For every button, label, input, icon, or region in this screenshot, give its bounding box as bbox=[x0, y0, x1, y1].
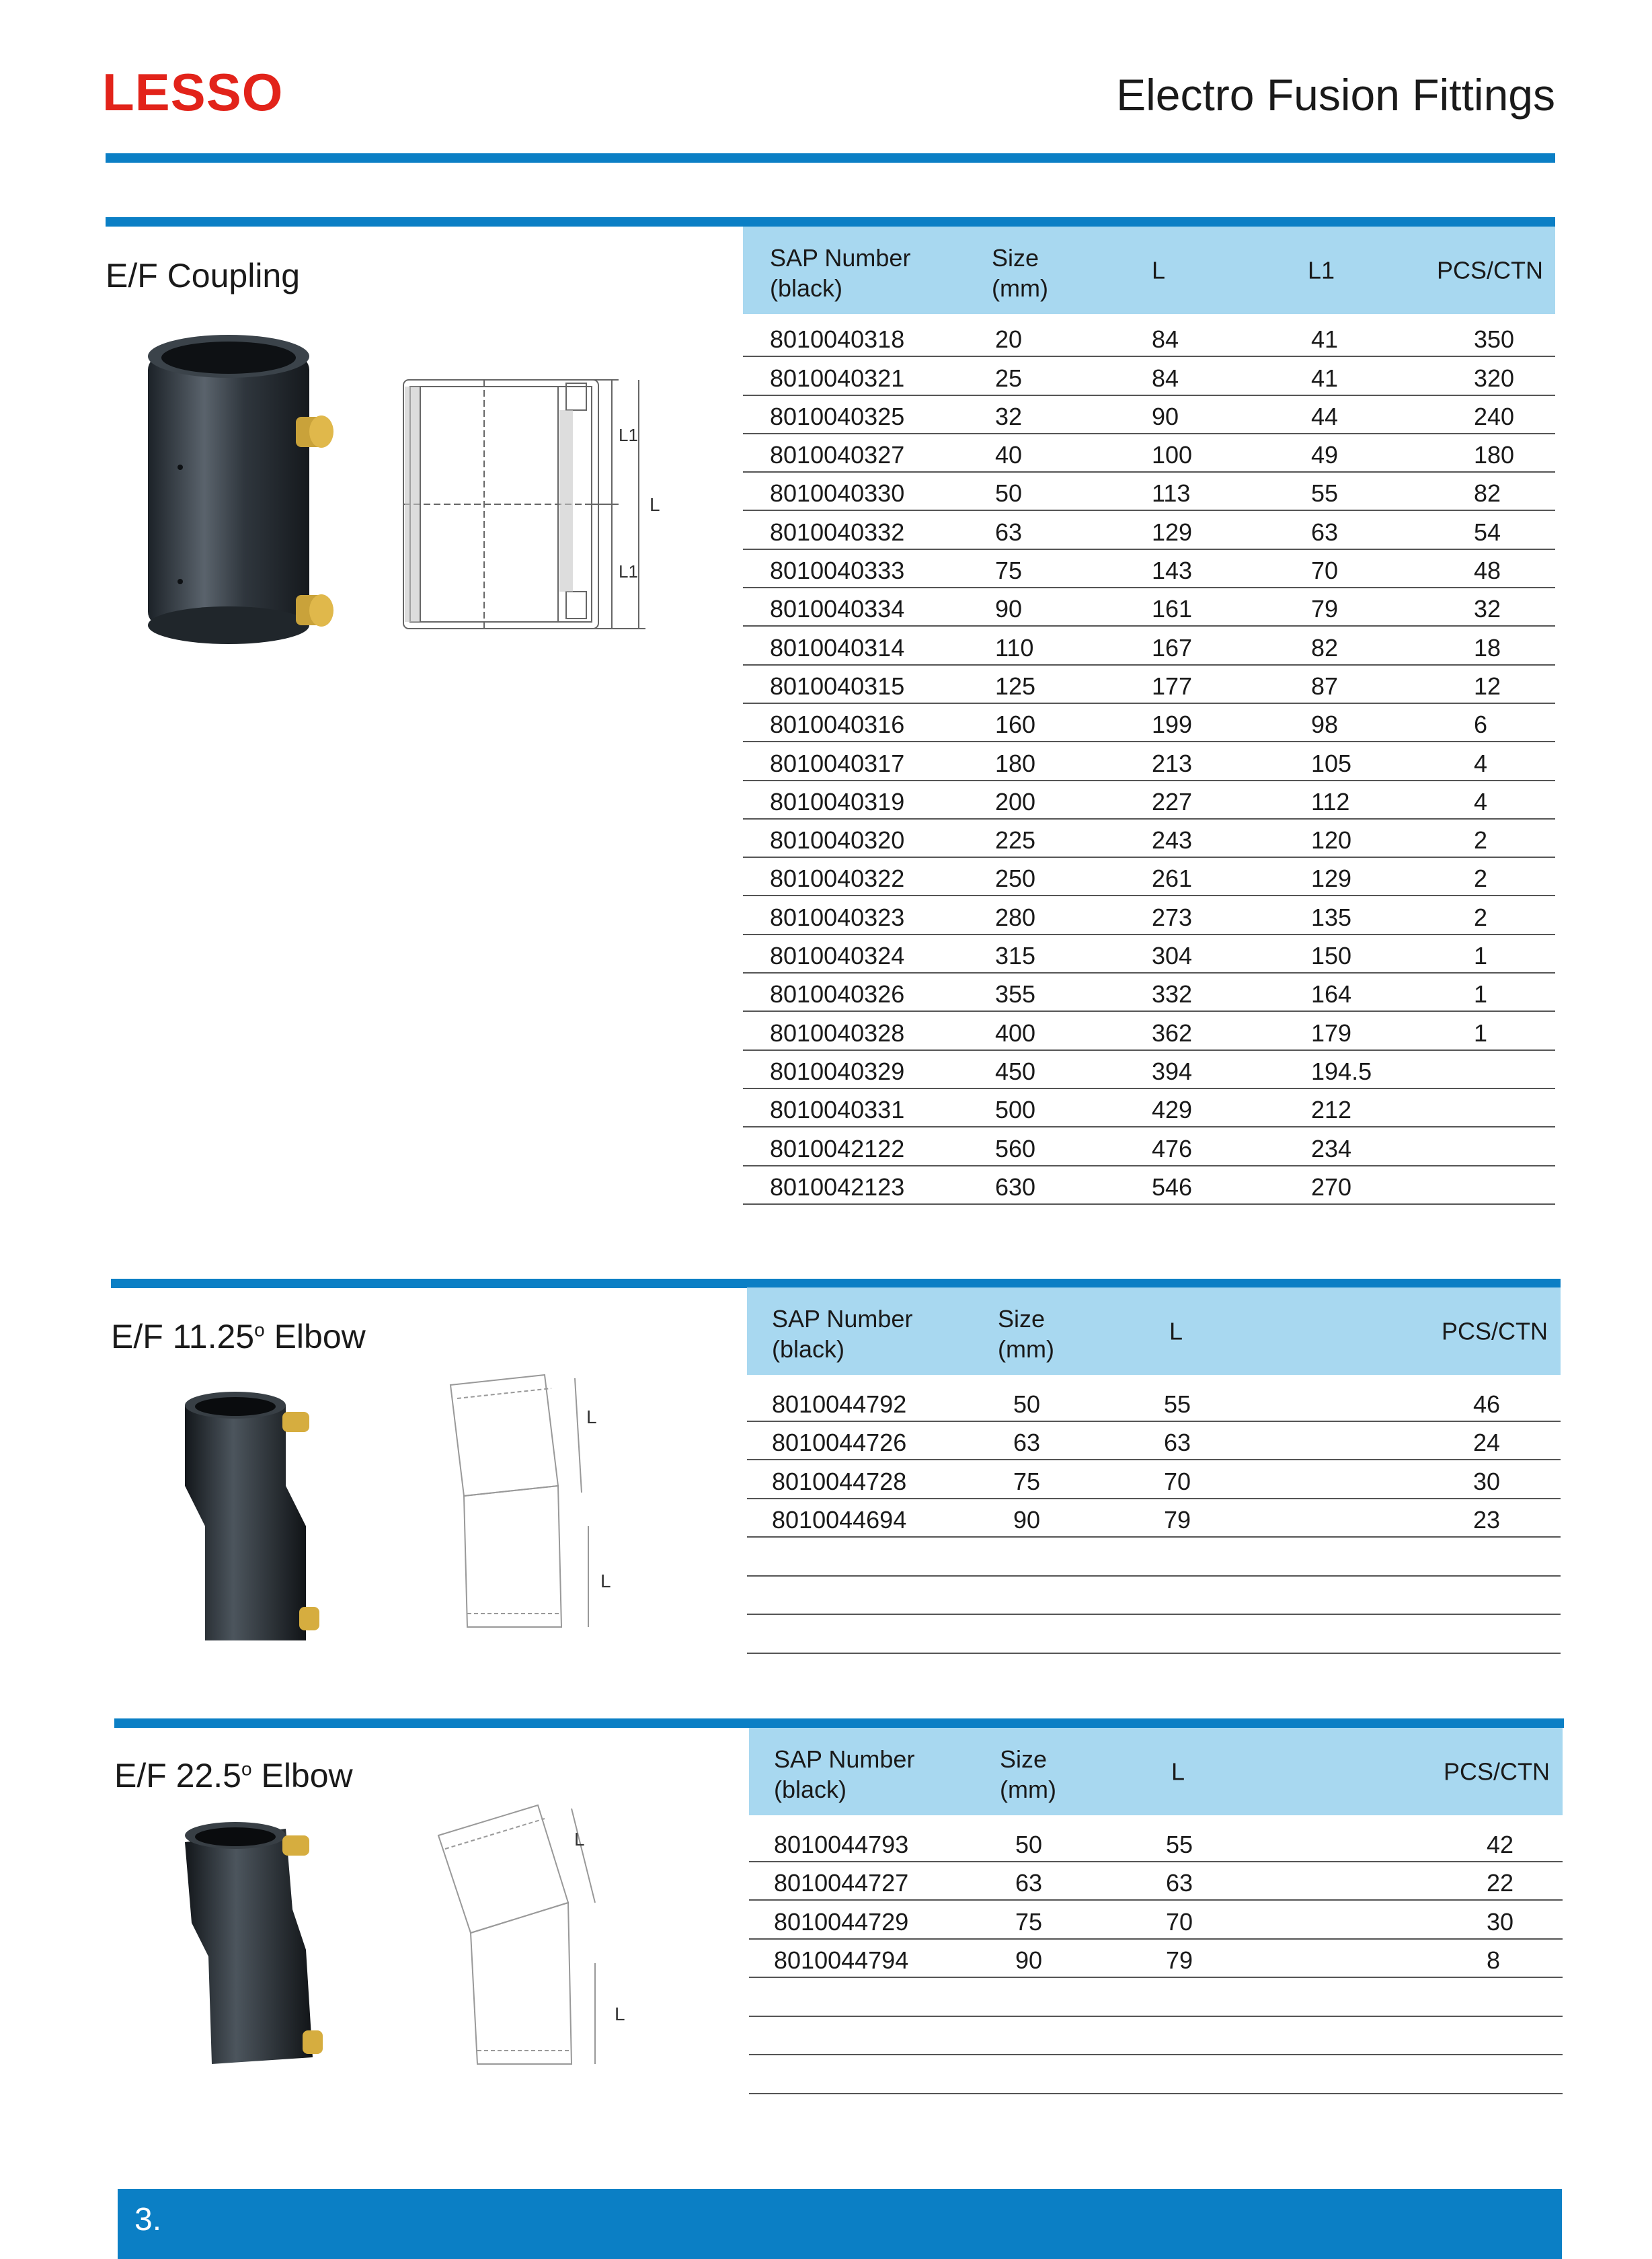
table-row bbox=[743, 317, 1555, 357]
drawing-label-l-top: L bbox=[586, 1406, 597, 1427]
cell-pcs: 22 bbox=[1487, 1869, 1514, 1897]
cell-l1: 49 bbox=[1311, 441, 1339, 469]
header-sap-label: SAP Number bbox=[770, 244, 911, 272]
empty-row bbox=[749, 2016, 1563, 2056]
cell-size: 160 bbox=[995, 711, 1036, 739]
empty-row bbox=[747, 1536, 1561, 1577]
cell-l: 84 bbox=[1152, 364, 1179, 392]
header-sap bbox=[774, 1744, 914, 1805]
cell-size: 500 bbox=[995, 1096, 1036, 1124]
cell-pcs: 30 bbox=[1473, 1467, 1501, 1495]
cell-sap: 8010040333 bbox=[770, 557, 905, 585]
cell-pcs: 320 bbox=[1474, 364, 1515, 392]
degree-mark: o bbox=[241, 1758, 252, 1780]
cell-sap: 8010040332 bbox=[770, 518, 905, 546]
cell-size: 355 bbox=[995, 980, 1036, 1008]
header-pcs: PCS/CTN bbox=[1442, 1317, 1548, 1345]
empty-row bbox=[747, 1575, 1561, 1616]
table-row bbox=[743, 471, 1555, 511]
cell-l: 332 bbox=[1152, 980, 1193, 1008]
table-row bbox=[747, 1498, 1561, 1538]
cell-size: 75 bbox=[1015, 1907, 1043, 1936]
cell-l: 394 bbox=[1152, 1057, 1193, 1085]
cell-size: 75 bbox=[995, 557, 1023, 585]
cell-pcs: 23 bbox=[1473, 1506, 1501, 1534]
header-sap bbox=[770, 243, 910, 303]
header-sap-label: SAP Number bbox=[774, 1745, 915, 1773]
cell-size: 50 bbox=[1013, 1390, 1041, 1418]
cell-sap: 8010040330 bbox=[770, 479, 905, 508]
table-row bbox=[743, 510, 1555, 550]
cell-pcs: 8 bbox=[1487, 1946, 1501, 1974]
empty-row bbox=[747, 1614, 1561, 1654]
cell-l: 84 bbox=[1152, 325, 1179, 354]
cell-pcs: 1 bbox=[1474, 980, 1488, 1008]
cell-pcs: 350 bbox=[1474, 325, 1515, 354]
header-size-sub: (mm) bbox=[1000, 1776, 1056, 1803]
section-bar-elbow-11 bbox=[111, 1279, 1561, 1288]
cell-sap: 8010040334 bbox=[770, 595, 905, 623]
table-row bbox=[749, 1899, 1563, 1940]
cell-l: 90 bbox=[1152, 402, 1179, 430]
cell-l1: 41 bbox=[1311, 364, 1339, 392]
cell-l: 199 bbox=[1152, 711, 1193, 739]
header-sap-sub: (black) bbox=[770, 274, 843, 302]
cell-l: 79 bbox=[1164, 1506, 1191, 1534]
section-bar-coupling bbox=[106, 217, 1555, 227]
cell-l1: 70 bbox=[1311, 557, 1339, 585]
cell-l: 261 bbox=[1152, 865, 1193, 893]
cell-l: 63 bbox=[1166, 1869, 1193, 1897]
table-row bbox=[749, 1822, 1563, 1862]
section-title-elbow-22-suffix: Elbow bbox=[251, 1757, 353, 1794]
cell-l: 55 bbox=[1166, 1830, 1193, 1858]
cell-pcs: 18 bbox=[1474, 633, 1501, 662]
table-row bbox=[743, 1010, 1555, 1050]
cell-sap: 8010044728 bbox=[772, 1467, 907, 1495]
cell-l1: 179 bbox=[1311, 1019, 1352, 1047]
cell-pcs: 1 bbox=[1474, 1019, 1488, 1047]
cell-l: 70 bbox=[1164, 1467, 1191, 1495]
header-size bbox=[992, 243, 1048, 303]
table-row bbox=[743, 703, 1555, 742]
cell-l: 243 bbox=[1152, 826, 1193, 855]
cell-l: 70 bbox=[1166, 1907, 1193, 1936]
cell-pcs: 82 bbox=[1474, 479, 1501, 508]
brand-logo: LESSO bbox=[102, 63, 284, 122]
cell-pcs: 32 bbox=[1474, 595, 1501, 623]
coupling-photo bbox=[141, 329, 343, 652]
degree-mark: o bbox=[254, 1319, 265, 1341]
cell-l1: 194.5 bbox=[1311, 1057, 1372, 1085]
cell-sap: 8010042123 bbox=[770, 1173, 905, 1201]
cell-size: 200 bbox=[995, 787, 1036, 816]
cell-sap: 8010040326 bbox=[770, 980, 905, 1008]
cell-l: 429 bbox=[1152, 1096, 1193, 1124]
cell-size: 225 bbox=[995, 826, 1036, 855]
table-row bbox=[743, 818, 1555, 858]
cell-l1: 79 bbox=[1311, 595, 1339, 623]
header-sap-sub: (black) bbox=[774, 1776, 847, 1803]
section-title-elbow-11-suffix: Elbow bbox=[264, 1318, 366, 1355]
table-row bbox=[749, 1861, 1563, 1901]
table-header bbox=[749, 1728, 1563, 1815]
table-row bbox=[743, 1088, 1555, 1127]
cell-size: 400 bbox=[995, 1019, 1036, 1047]
drawing-label-l-bottom: L bbox=[600, 1571, 611, 1591]
cell-size: 630 bbox=[995, 1173, 1036, 1201]
drawing-label-l: L bbox=[650, 494, 660, 515]
cell-l1: 164 bbox=[1311, 980, 1352, 1008]
cell-pcs: 30 bbox=[1487, 1907, 1514, 1936]
cell-size: 20 bbox=[995, 325, 1023, 354]
table-row bbox=[743, 587, 1555, 627]
table-row bbox=[743, 549, 1555, 588]
cell-sap: 8010040314 bbox=[770, 633, 905, 662]
cell-l1: 44 bbox=[1311, 402, 1339, 430]
drawing-label-l-top: L bbox=[574, 1829, 585, 1850]
header-pcs: PCS/CTN bbox=[1444, 1757, 1550, 1786]
cell-l: 161 bbox=[1152, 595, 1193, 623]
cell-size: 90 bbox=[1015, 1946, 1043, 1974]
table-row bbox=[749, 1938, 1563, 1979]
cell-sap: 8010040315 bbox=[770, 672, 905, 700]
table-row bbox=[747, 1382, 1561, 1422]
table-row bbox=[743, 625, 1555, 665]
cell-size: 560 bbox=[995, 1134, 1036, 1162]
table-row bbox=[743, 664, 1555, 704]
cell-pcs: 4 bbox=[1474, 787, 1488, 816]
header-l1: L1 bbox=[1308, 256, 1335, 284]
coupling-technical-drawing bbox=[390, 373, 672, 635]
elbow-22-table bbox=[749, 1728, 1563, 1974]
cell-l1: 135 bbox=[1311, 903, 1352, 931]
cell-l: 63 bbox=[1164, 1429, 1191, 1456]
cell-l: 100 bbox=[1152, 441, 1193, 469]
page-number: 3. bbox=[134, 2202, 162, 2237]
cell-l: 362 bbox=[1152, 1019, 1193, 1047]
cell-sap: 8010040316 bbox=[770, 711, 905, 739]
footer-bar bbox=[118, 2189, 1562, 2259]
cell-sap: 8010044694 bbox=[772, 1506, 907, 1534]
elbow-11-table bbox=[747, 1287, 1561, 1534]
header-size-sub: (mm) bbox=[992, 274, 1048, 302]
header-l: L bbox=[1169, 1317, 1183, 1345]
cell-sap: 8010044792 bbox=[772, 1390, 907, 1418]
cell-size: 50 bbox=[1015, 1830, 1043, 1858]
cell-sap: 8010040319 bbox=[770, 787, 905, 816]
empty-row bbox=[749, 1977, 1563, 2017]
cell-size: 250 bbox=[995, 865, 1036, 893]
cell-sap: 8010044794 bbox=[774, 1946, 909, 1974]
cell-sap: 8010040317 bbox=[770, 749, 905, 777]
table-row bbox=[743, 934, 1555, 974]
cell-pcs: 2 bbox=[1474, 865, 1488, 893]
cell-l: 129 bbox=[1152, 518, 1193, 546]
header-sap-sub: (black) bbox=[772, 1335, 845, 1363]
cell-size: 75 bbox=[1013, 1467, 1041, 1495]
header-size-label: Size bbox=[992, 244, 1039, 272]
cell-pcs: 2 bbox=[1474, 826, 1488, 855]
cell-l1: 150 bbox=[1311, 942, 1352, 970]
cell-sap: 8010040328 bbox=[770, 1019, 905, 1047]
table-row bbox=[747, 1421, 1561, 1461]
cell-l: 143 bbox=[1152, 557, 1193, 585]
cell-size: 280 bbox=[995, 903, 1036, 931]
cell-size: 125 bbox=[995, 672, 1036, 700]
cell-pcs: 4 bbox=[1474, 749, 1488, 777]
header-size bbox=[1000, 1744, 1056, 1805]
cell-sap: 8010040331 bbox=[770, 1096, 905, 1124]
elbow-22-photo bbox=[175, 1815, 336, 2071]
drawing-label-l1-bottom: L1 bbox=[619, 561, 638, 582]
cell-pcs: 2 bbox=[1474, 903, 1488, 931]
elbow-11-photo bbox=[171, 1385, 333, 1654]
cell-l: 546 bbox=[1152, 1173, 1193, 1201]
table-row bbox=[743, 1049, 1555, 1089]
elbow-22-technical-drawing bbox=[437, 1802, 632, 2071]
cell-l: 227 bbox=[1152, 787, 1193, 816]
cell-sap: 8010040324 bbox=[770, 942, 905, 970]
cell-l1: 112 bbox=[1311, 787, 1350, 816]
table-row bbox=[743, 356, 1555, 395]
cell-size: 32 bbox=[995, 402, 1023, 430]
section-title-elbow-22 bbox=[114, 1759, 353, 1792]
cell-pcs: 54 bbox=[1474, 518, 1501, 546]
cell-pcs: 42 bbox=[1487, 1830, 1514, 1858]
cell-sap: 8010040322 bbox=[770, 865, 905, 893]
cell-sap: 8010040323 bbox=[770, 903, 905, 931]
cell-pcs: 240 bbox=[1474, 402, 1515, 430]
cell-l1: 120 bbox=[1311, 826, 1352, 855]
section-title-elbow-11 bbox=[111, 1320, 366, 1353]
cell-l1: 270 bbox=[1311, 1173, 1352, 1201]
header-size-label: Size bbox=[998, 1305, 1046, 1333]
cell-size: 40 bbox=[995, 441, 1023, 469]
cell-sap: 8010040325 bbox=[770, 402, 905, 430]
cell-pcs: 24 bbox=[1473, 1429, 1501, 1456]
table-row bbox=[743, 857, 1555, 896]
cell-size: 50 bbox=[995, 479, 1023, 508]
header-size bbox=[998, 1304, 1054, 1364]
cell-pcs: 48 bbox=[1474, 557, 1501, 585]
cell-sap: 8010044727 bbox=[774, 1869, 909, 1897]
cell-l: 79 bbox=[1166, 1946, 1193, 1974]
cell-size: 90 bbox=[1013, 1506, 1041, 1534]
cell-size: 450 bbox=[995, 1057, 1036, 1085]
cell-sap: 8010042122 bbox=[770, 1134, 905, 1162]
cell-l1: 41 bbox=[1311, 325, 1339, 354]
cell-l1: 129 bbox=[1311, 865, 1352, 893]
cell-pcs: 180 bbox=[1474, 441, 1515, 469]
header-pcs: PCS/CTN bbox=[1437, 256, 1544, 284]
drawing-label-l-bottom: L bbox=[615, 2004, 625, 2024]
cell-l: 177 bbox=[1152, 672, 1193, 700]
section-bar-elbow-22 bbox=[114, 1718, 1564, 1728]
cell-sap: 8010040321 bbox=[770, 364, 905, 392]
cell-l1: 55 bbox=[1311, 479, 1339, 508]
cell-size: 110 bbox=[995, 633, 1034, 662]
cell-sap: 8010040318 bbox=[770, 325, 905, 354]
table-header bbox=[747, 1287, 1561, 1375]
cell-l: 304 bbox=[1152, 942, 1193, 970]
cell-l: 476 bbox=[1152, 1134, 1193, 1162]
cell-l1: 82 bbox=[1311, 633, 1339, 662]
header-sap bbox=[772, 1304, 912, 1364]
table-row bbox=[747, 1459, 1561, 1499]
table-row bbox=[743, 1126, 1555, 1166]
section-title-coupling: E/F Coupling bbox=[106, 257, 301, 294]
cell-size: 63 bbox=[995, 518, 1023, 546]
table-row bbox=[743, 433, 1555, 473]
cell-l: 113 bbox=[1152, 479, 1191, 508]
table-row bbox=[743, 395, 1555, 434]
cell-pcs: 46 bbox=[1473, 1390, 1501, 1418]
cell-l1: 212 bbox=[1311, 1096, 1352, 1124]
cell-pcs: 1 bbox=[1474, 942, 1488, 970]
header-sap-label: SAP Number bbox=[772, 1305, 913, 1333]
cell-size: 180 bbox=[995, 749, 1036, 777]
table-row bbox=[743, 741, 1555, 781]
table-row bbox=[743, 1165, 1555, 1205]
table-header bbox=[743, 227, 1555, 314]
coupling-table bbox=[743, 227, 1555, 1201]
elbow-11-technical-drawing bbox=[444, 1372, 625, 1634]
page-title: Electro Fusion Fittings bbox=[1116, 70, 1555, 120]
cell-l: 213 bbox=[1152, 749, 1193, 777]
drawing-label-l1-top: L1 bbox=[619, 425, 638, 445]
table-row bbox=[743, 972, 1555, 1012]
cell-pcs: 12 bbox=[1474, 672, 1501, 700]
cell-pcs: 6 bbox=[1474, 711, 1488, 739]
cell-size: 63 bbox=[1013, 1429, 1041, 1456]
cell-l: 55 bbox=[1164, 1390, 1191, 1418]
cell-size: 25 bbox=[995, 364, 1023, 392]
header-l: L bbox=[1152, 256, 1166, 284]
cell-size: 63 bbox=[1015, 1869, 1043, 1897]
cell-size: 315 bbox=[995, 942, 1036, 970]
cell-sap: 8010040329 bbox=[770, 1057, 905, 1085]
header-l: L bbox=[1171, 1757, 1185, 1786]
cell-sap: 8010040327 bbox=[770, 441, 905, 469]
cell-sap: 8010044793 bbox=[774, 1830, 909, 1858]
cell-size: 90 bbox=[995, 595, 1023, 623]
section-title-elbow-11-text: E/F 11.25 bbox=[111, 1318, 255, 1355]
cell-sap: 8010040320 bbox=[770, 826, 905, 855]
section-title-elbow-22-text: E/F 22.5 bbox=[114, 1757, 241, 1794]
empty-row bbox=[749, 2054, 1563, 2094]
cell-sap: 8010044729 bbox=[774, 1907, 909, 1936]
table-row bbox=[743, 780, 1555, 820]
cell-l: 273 bbox=[1152, 903, 1193, 931]
header-size-sub: (mm) bbox=[998, 1335, 1054, 1363]
table-row bbox=[743, 896, 1555, 935]
cell-l1: 87 bbox=[1311, 672, 1339, 700]
cell-sap: 8010044726 bbox=[772, 1429, 907, 1456]
header-size-label: Size bbox=[1000, 1745, 1048, 1773]
cell-l1: 98 bbox=[1311, 711, 1339, 739]
header-divider bbox=[106, 153, 1555, 163]
cell-l1: 105 bbox=[1311, 749, 1352, 777]
cell-l: 167 bbox=[1152, 633, 1193, 662]
cell-l1: 63 bbox=[1311, 518, 1339, 546]
cell-l1: 234 bbox=[1311, 1134, 1352, 1162]
